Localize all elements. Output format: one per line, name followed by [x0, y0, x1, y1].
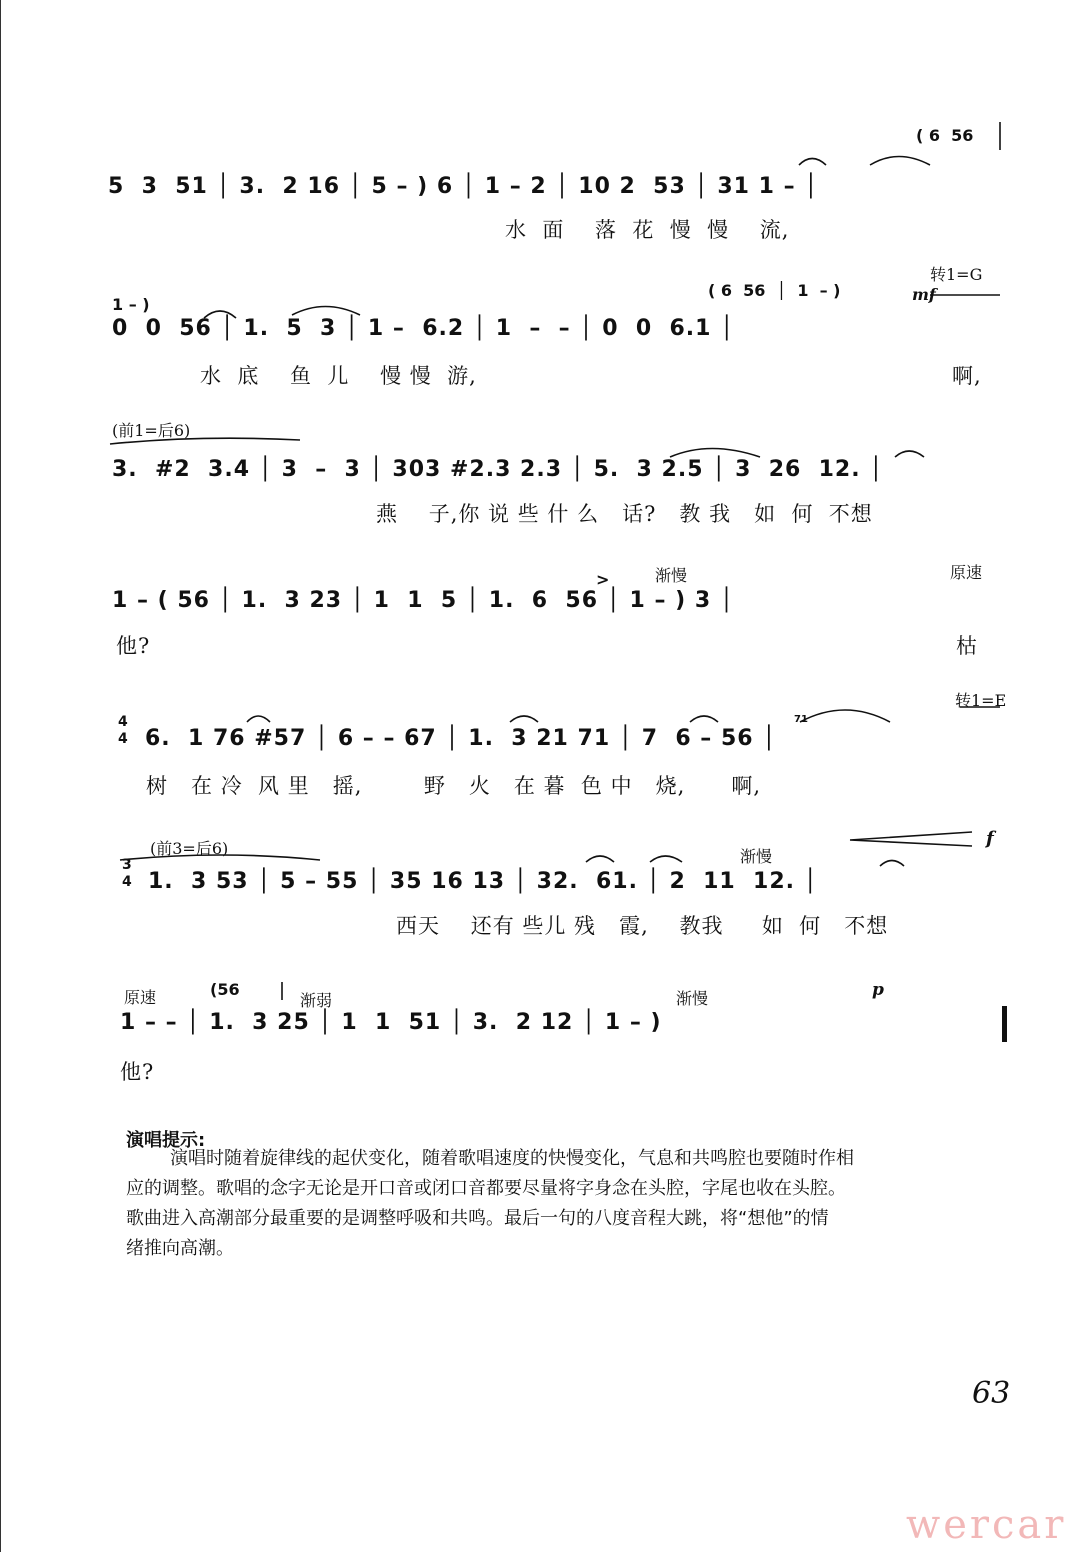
key-change-g: 转1=G — [930, 265, 983, 284]
line2-preface-notes: ( 6 56 │ 1 – ) — [708, 281, 847, 300]
notes-title: 演唱提示: — [126, 1130, 206, 1151]
page-number: 63 — [972, 1376, 1011, 1411]
line1-preface-notes: ( 6 56 — [916, 126, 974, 145]
dynamic-p: p — [872, 980, 884, 1000]
line7-preface-notes: (56 — [210, 980, 240, 999]
dynamic-mf: mf — [912, 285, 936, 304]
line3-modulation-note: (前1=后6) — [112, 421, 191, 440]
line6-notation: 1. 3 53 │ 5 – 55 │ 35 16 13 │ 32. 61. │ 2 11 12. │ — [148, 869, 818, 894]
line2-carry-notes: 1 – ) — [112, 295, 150, 314]
line6-lyrics: 西天 还有 些儿 残 霞, 教我 如 何 不想 — [396, 914, 889, 938]
tempo-diminuendo: 渐弱 — [300, 991, 333, 1010]
line5-notation: 6. 1 76 #57 │ 6 – – 67 │ 1. 3 21 71 │ 7 6 – 56 │ — [145, 726, 777, 751]
notes-line-3: 歌曲进入高潮部分最重要的是调整呼吸和共鸣。最后一句的八度音程大跳，将“想他”的情 — [126, 1208, 829, 1229]
watermark: wercar — [906, 1502, 1067, 1548]
key-change-e: 转1=E — [955, 691, 1007, 710]
tempo-original-2: 原速 — [124, 988, 157, 1007]
grace-note: 71 — [794, 714, 808, 725]
time-signature-3-4-top: 3 — [122, 857, 133, 873]
tempo-original: 原速 — [950, 563, 983, 582]
line7-notation: 1 – – │ 1. 3 25 │ 1 1 51 │ 3. 2 12 │ 1 – ) — [120, 1010, 671, 1035]
line3-notation: 3. #2 3.4 │ 3 – 3 │ 303 #2.3 2.3 │ 5. 3 2.5 │ 3 26 12. │ — [112, 457, 884, 482]
tempo-slowing: 渐慢 — [655, 566, 688, 585]
notes-line-2: 应的调整。歌唱的念字无论是开口音或闭口音都要尽量将字身念在头腔，字尾也收在头腔。 — [126, 1178, 846, 1199]
dynamic-f: f — [986, 828, 994, 849]
line1-notation: 5 3 51 │ 3. 2 16 │ 5 – ) 6 │ 1 – 2 │ 10 2 53 │ 31 1 – │ — [108, 174, 819, 199]
notes-line-1: 演唱时随着旋律线的起伏变化，随着歌唱速度的快慢变化，气息和共鸣腔也要随时作相 — [170, 1148, 854, 1169]
tempo-slowing-2: 渐慢 — [740, 847, 773, 866]
line4-notation: 1 – ( 56 │ 1. 3 23 │ 1 1 5 │ 1. 6 56 │ 1 – ) 3 │ — [112, 588, 735, 613]
line7-lyric-ta: 他? — [120, 1060, 155, 1084]
time-signature-4-4-bottom: 4 — [118, 731, 129, 747]
line4-lyric-ku: 枯 — [956, 634, 978, 658]
line4-lyric-ta: 他? — [116, 634, 151, 658]
time-signature-4-4-top: 4 — [118, 714, 129, 730]
accent-mark: > — [596, 570, 610, 589]
line5-lyrics: 树 在 冷 风 里 摇, 野 火 在 暮 色 中 烧, 啊, — [146, 774, 762, 798]
notes-line-4: 绪推向高潮。 — [126, 1238, 234, 1259]
line1-lyrics: 水 面 落 花 慢 慢 流, — [505, 218, 790, 242]
line3-lyrics: 燕 子,你 说 些 什 么 话? 教 我 如 何 不想 — [376, 502, 873, 526]
line2-lyrics-ah: 啊, — [952, 364, 982, 388]
line2-notation: 0 0 56 │ 1. 5 3 │ 1 – 6.2 │ 1 – – │ 0 0 6.1 │ — [112, 316, 735, 341]
line2-lyrics: 水 底 鱼 儿 慢 慢 游, — [200, 364, 477, 388]
time-signature-3-4-bottom: 4 — [122, 874, 133, 890]
line6-modulation-note: (前3=后6) — [150, 839, 229, 858]
tempo-slowing-3: 渐慢 — [676, 989, 709, 1008]
